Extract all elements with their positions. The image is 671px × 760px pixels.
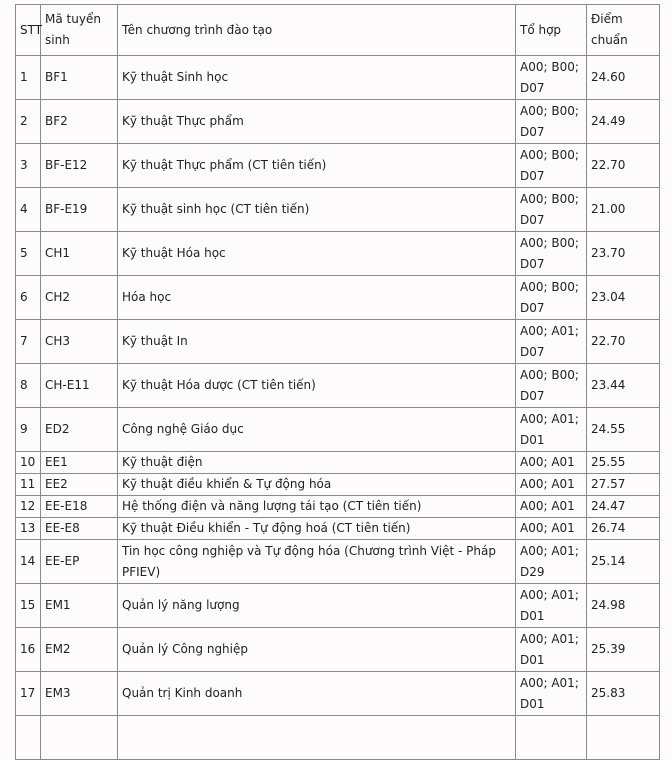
subject-group-cell: A00; A01	[516, 474, 587, 496]
code-cell: BF2	[41, 100, 118, 144]
score-cell: 23.70	[587, 232, 660, 276]
stt-cell: 17	[16, 672, 41, 716]
header-program: Tên chương trình đào tạo	[118, 5, 516, 56]
subject-group-cell: A00; B00; D07	[516, 188, 587, 232]
program-cell: Kỹ thuật điện	[118, 452, 516, 474]
program-cell: Kỹ thuật sinh học (CT tiên tiến)	[118, 188, 516, 232]
score-cell: 24.55	[587, 408, 660, 452]
score-cell: 24.98	[587, 584, 660, 628]
program-cell: Kỹ thuật điều khiển & Tự động hóa	[118, 474, 516, 496]
score-cell: 27.57	[587, 474, 660, 496]
stt-cell: 16	[16, 628, 41, 672]
score-cell: 21.00	[587, 188, 660, 232]
code-cell: EM1	[41, 584, 118, 628]
table-row	[16, 408, 660, 452]
empty-cell	[16, 716, 41, 760]
score-cell: 22.70	[587, 320, 660, 364]
table-row	[16, 518, 660, 540]
program-cell: Kỹ thuật In	[118, 320, 516, 364]
score-cell: 25.55	[587, 452, 660, 474]
table-row	[16, 320, 660, 364]
code-cell: EM2	[41, 628, 118, 672]
subject-group-cell: A00; A01; D29	[516, 540, 587, 584]
table-row	[16, 584, 660, 628]
stt-cell: 12	[16, 496, 41, 518]
subject-group-cell: A00; A01; D01	[516, 628, 587, 672]
stt-cell: 8	[16, 364, 41, 408]
subject-group-cell: A00; B00; D07	[516, 144, 587, 188]
subject-group-cell: A00; B00; D07	[516, 364, 587, 408]
code-cell: EE-EP	[41, 540, 118, 584]
program-cell: Kỹ thuật Hóa dược (CT tiên tiến)	[118, 364, 516, 408]
code-cell: EE-E18	[41, 496, 118, 518]
subject-group-cell: A00; B00; D07	[516, 56, 587, 100]
program-cell: Quản lý năng lượng	[118, 584, 516, 628]
subject-group-cell: A00; A01; D01	[516, 672, 587, 716]
code-cell: CH2	[41, 276, 118, 320]
table-row	[16, 144, 660, 188]
table-row	[16, 276, 660, 320]
table-row	[16, 452, 660, 474]
header-score: Điểm chuẩn	[587, 5, 660, 56]
program-cell: Kỹ thuật Thực phẩm	[118, 100, 516, 144]
code-cell: EE1	[41, 452, 118, 474]
code-cell: CH3	[41, 320, 118, 364]
table-row	[16, 672, 660, 716]
header-code: Mã tuyển sinh	[41, 5, 118, 56]
subject-group-cell: A00; A01; D01	[516, 408, 587, 452]
code-cell: BF-E19	[41, 188, 118, 232]
header-stt: STT	[16, 5, 41, 56]
code-cell: EE-E8	[41, 518, 118, 540]
score-cell: 25.83	[587, 672, 660, 716]
stt-cell: 15	[16, 584, 41, 628]
empty-cell	[118, 716, 516, 760]
score-cell: 24.47	[587, 496, 660, 518]
table-row	[16, 188, 660, 232]
table-row	[16, 474, 660, 496]
subject-group-cell: A00; A01; D01	[516, 584, 587, 628]
program-cell: Kỹ thuật Hóa học	[118, 232, 516, 276]
program-cell: Hóa học	[118, 276, 516, 320]
stt-cell: 3	[16, 144, 41, 188]
table-row	[16, 496, 660, 518]
stt-cell: 4	[16, 188, 41, 232]
score-cell: 24.60	[587, 56, 660, 100]
stt-cell: 14	[16, 540, 41, 584]
program-cell: Kỹ thuật Sinh học	[118, 56, 516, 100]
code-cell: EE2	[41, 474, 118, 496]
subject-group-cell: A00; A01	[516, 452, 587, 474]
score-cell: 23.04	[587, 276, 660, 320]
score-cell: 23.44	[587, 364, 660, 408]
code-cell: CH-E11	[41, 364, 118, 408]
stt-cell: 5	[16, 232, 41, 276]
table-row	[16, 628, 660, 672]
score-cell: 22.70	[587, 144, 660, 188]
table-row	[16, 232, 660, 276]
code-cell: ED2	[41, 408, 118, 452]
header-subject-group: Tổ hợp	[516, 5, 587, 56]
subject-group-cell: A00; B00; D07	[516, 232, 587, 276]
stt-cell: 10	[16, 452, 41, 474]
code-cell: EM3	[41, 672, 118, 716]
admission-scores-table	[15, 4, 660, 760]
code-cell: BF-E12	[41, 144, 118, 188]
stt-cell: 7	[16, 320, 41, 364]
subject-group-cell: A00; A01	[516, 496, 587, 518]
subject-group-cell: A00; B00; D07	[516, 276, 587, 320]
empty-cell	[516, 716, 587, 760]
stt-cell: 11	[16, 474, 41, 496]
program-cell: Công nghệ Giáo dục	[118, 408, 516, 452]
table-row	[16, 364, 660, 408]
table-row	[16, 716, 660, 760]
score-cell: 24.49	[587, 100, 660, 144]
program-cell: Hệ thống điện và năng lượng tái tạo (CT tiên tiến)	[118, 496, 516, 518]
program-cell: Kỹ thuật Thực phẩm (CT tiên tiến)	[118, 144, 516, 188]
stt-cell: 6	[16, 276, 41, 320]
stt-cell: 2	[16, 100, 41, 144]
empty-cell	[587, 716, 660, 760]
subject-group-cell: A00; A01	[516, 518, 587, 540]
score-cell: 26.74	[587, 518, 660, 540]
code-cell: CH1	[41, 232, 118, 276]
stt-cell: 9	[16, 408, 41, 452]
table-row	[16, 540, 660, 584]
stt-cell: 1	[16, 56, 41, 100]
stt-cell: 13	[16, 518, 41, 540]
program-cell: Quản lý Công nghiệp	[118, 628, 516, 672]
program-cell: Tin học công nghiệp và Tự động hóa (Chương trình Việt - Pháp PFIEV)	[118, 540, 516, 584]
program-cell: Quản trị Kinh doanh	[118, 672, 516, 716]
table-row	[16, 100, 660, 144]
empty-cell	[41, 716, 118, 760]
score-cell: 25.39	[587, 628, 660, 672]
subject-group-cell: A00; A01; D07	[516, 320, 587, 364]
subject-group-cell: A00; B00; D07	[516, 100, 587, 144]
program-cell: Kỹ thuật Điều khiển - Tự động hoá (CT tiên tiến)	[118, 518, 516, 540]
score-cell: 25.14	[587, 540, 660, 584]
table-row	[16, 56, 660, 100]
table-header-row	[16, 5, 660, 56]
code-cell: BF1	[41, 56, 118, 100]
